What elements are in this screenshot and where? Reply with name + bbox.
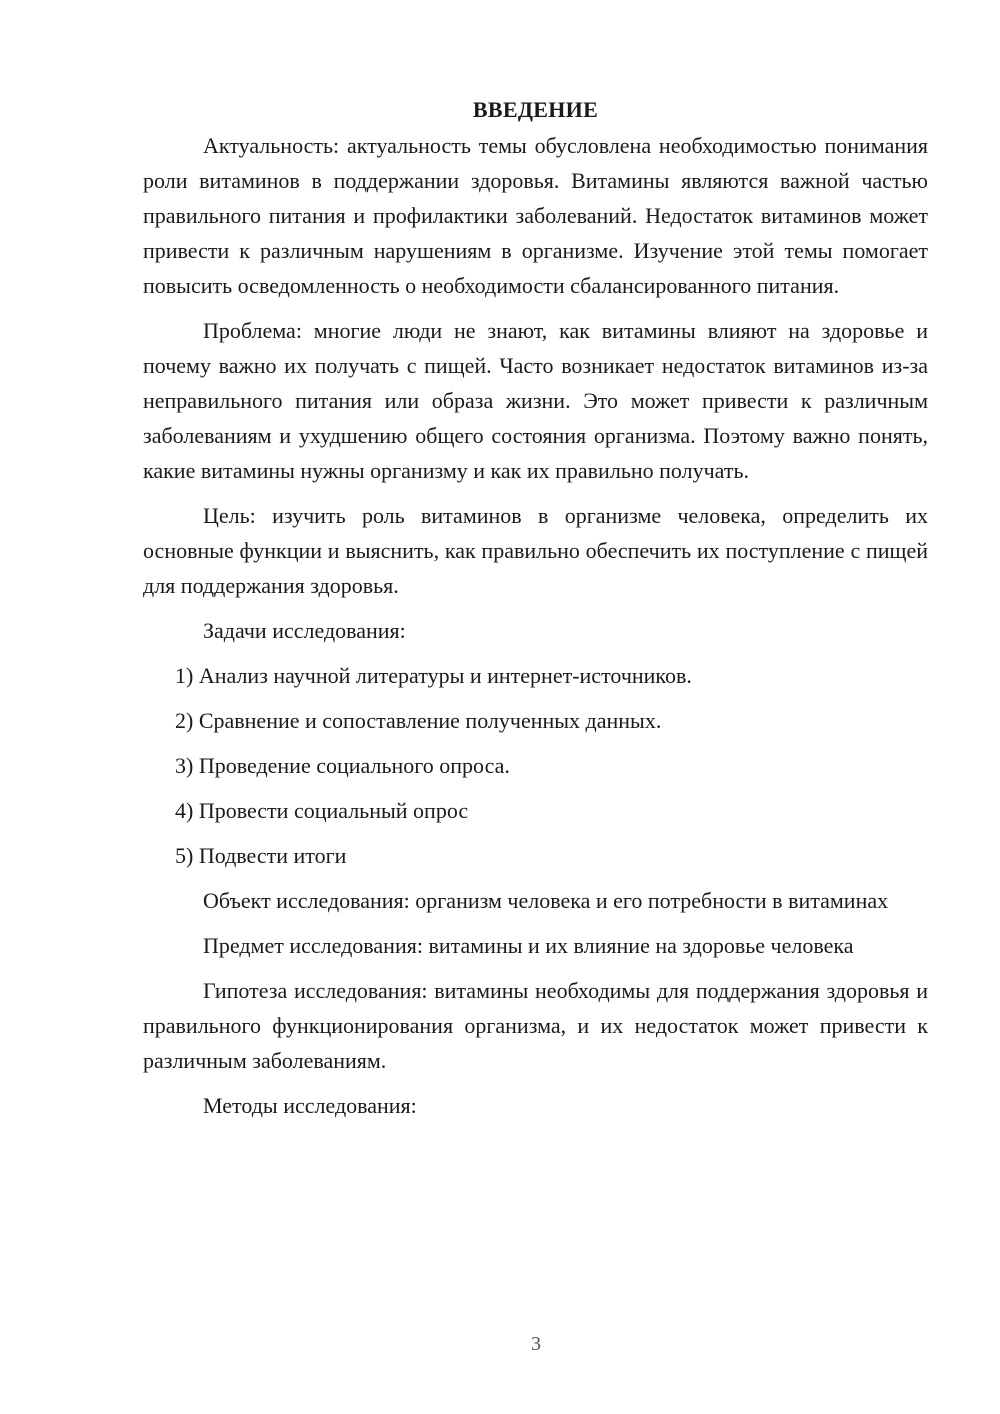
task-item: 2) Сравнение и сопоставление полученных данных. [175,708,662,733]
goal-paragraph: Цель: изучить роль витаминов в организме человека, определить их основные функции и выяснить, как правильно обеспечить их поступление с пищей для поддержания здоровья. [143,503,928,598]
hypothesis-paragraph: Гипотеза исследования: витамины необходимы для поддержания здоровья и правильного функционирования организма, и их недостаток может привести к различным заболеваниям. [143,978,928,1073]
methods-paragraph: Методы исследования: [203,1093,417,1118]
document-page [143,92,928,1133]
tasks-title: Задачи исследования: [203,618,406,643]
task-item: 4) Провести социальный опрос [175,798,469,823]
relevance-paragraph: Актуальность: актуальность темы обусловлена необходимостью понимания роли витаминов в поддержании здоровья. Витамины являются важной частью правильного питания и профилактики заболеваний. Недостаток витаминов может привести к различным нарушениям в организме. Изучение этой темы помогает повысить осведомленность о необходимости сбалансированного питания. [143,133,928,298]
object-paragraph: Объект исследования: организм человека и его потребности в витаминах [203,888,889,913]
section-heading: ВВЕДЕНИЕ [472,97,599,122]
task-item: 3) Проведение социального опроса. [175,753,510,778]
subject-paragraph: Предмет исследования: витамины и их влияние на здоровье человека [203,933,854,958]
page-number: 3 [531,1333,541,1355]
task-item: 5) Подвести итоги [175,843,347,868]
problem-paragraph: Проблема: многие люди не знают, как витамины влияют на здоровье и почему важно их получать с пищей. Часто возникает недостаток витаминов из-за неправильного питания или образа жизни. Это может привести к различным заболеваниям и ухудшению общего состояния организма. Поэтому важно понять, какие витамины нужны организму и как их правильно получать. [143,318,928,483]
task-item: 1) Анализ научной литературы и интернет-источников. [175,663,692,688]
tasks-list [143,658,928,873]
